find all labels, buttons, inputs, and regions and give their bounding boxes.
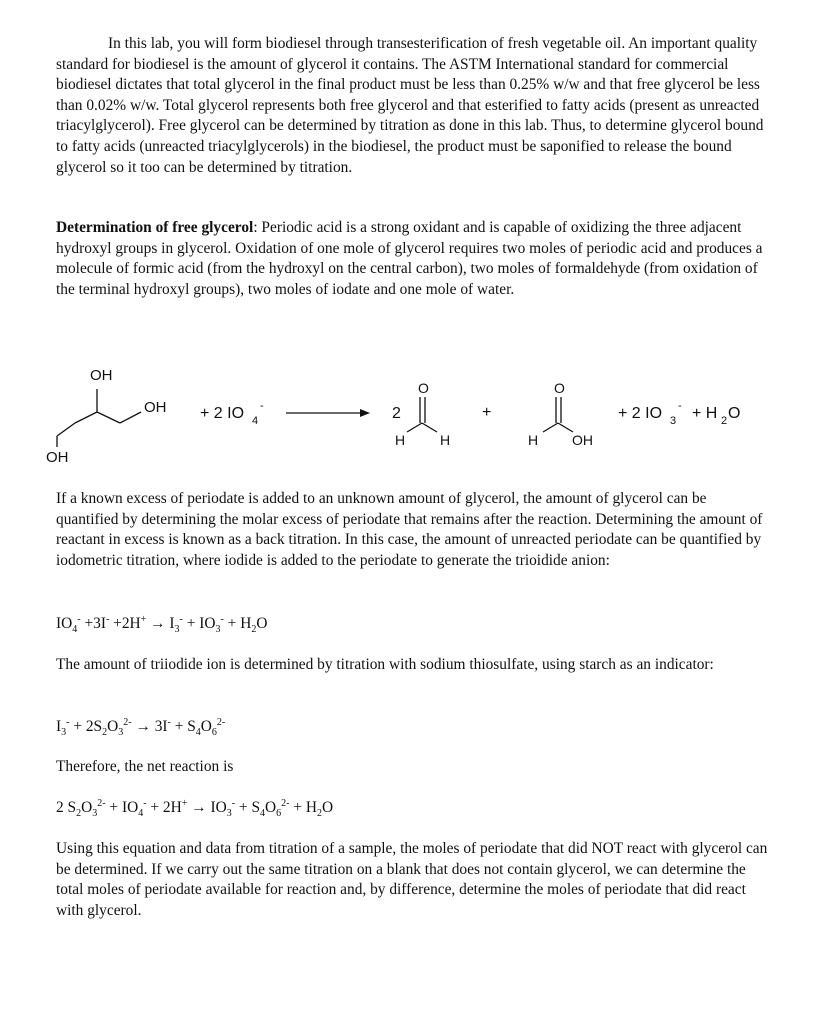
glycerol-oh-bottom: OH [46,449,69,466]
formic-acid-h: H [528,432,539,448]
periodate-charge: - [260,400,264,412]
formic-acid-o: O [554,380,565,396]
iodometric-equation: $IO_4^- +3I^- +2H^+ \to I_3^- + IO_3^- + H_2O$ [56,613,268,636]
glycerol-structure [57,389,141,447]
glycerol-oxidation-scheme [40,355,780,475]
water-product: + H [692,405,718,422]
iodate-product: + 2 IO [618,405,663,422]
free-glycerol-text: : Periodic acid is a strong oxidant and is capable of oxidizing the three adjacent hydroxyl groups in glycerol. Oxidation of one mole of glycerol requires two moles of periodic acid and produces a molecule of formic acid (from the hydroxyl on the central carbon), two moles of formaldehyde (from oxidation of the terminal hydroxyl groups), two moles of iodate and one mole of water. [56,219,763,298]
water-subscript: 2 [721,415,728,427]
formic-acid-bonds [543,397,573,432]
formaldehyde-bonds [407,397,437,432]
glycerol-oh-top: OH [90,367,113,384]
formaldehyde-o: O [418,380,429,396]
back-titration-paragraph: If a known excess of periodate is added to an unknown amount of glycerol, the amount of glycerol can be quantified by determining the molar excess of periodate that remains after the reaction. Determining the amount of reactant in excess is known as a back titration. In this case, the amount of unreacted periodate can be quantified by iodometric titration, where iodide is added to the periodate to generate the trioidide anion: [56,490,763,569]
closing-paragraph: Using this equation and data from titration of a sample, the moles of periodate that did NOT react with glycerol can be determined. If we carry out the same titration on a blank that does not contain glycerol, we can determine the total moles of periodate available for reaction and, by difference, determine the moles of periodate that did react with glycerol. [56,840,768,919]
reaction-arrowhead [360,409,370,417]
formaldehyde-h-left: H [395,432,406,448]
water-o: O [728,405,741,422]
free-glycerol-paragraph [56,218,768,300]
thiosulfate-equation: $I_3^- + 2S_2O_3^{2-} \to 3I^- + S_4O_6^{2-}$ [56,716,226,739]
formic-acid-oh: OH [572,432,593,448]
net-reaction-equation: 2 $S_2O_3^{2-} + IO_4^- + 2H^+ \to IO_3^- + S_4O_6^{2-} + H_2O$ [56,797,334,820]
periodate-reagent: + 2 IO [200,405,245,422]
net-reaction-label: Therefore, the net reaction is [56,758,234,775]
formaldehyde-coefficient: 2 [392,405,401,422]
thiosulfate-paragraph: The amount of triiodide ion is determined by titration with sodium thiosulfate, using starch as an indicator: [56,656,714,673]
periodate-subscript: 4 [252,415,259,427]
iodate-subscript: 3 [670,415,677,427]
plus-sign: + [482,404,492,421]
glycerol-oh-right: OH [144,399,167,416]
free-glycerol-heading: Determination of free glycerol [56,219,254,236]
intro-paragraph: In this lab, you will form biodiesel through transesterification of fresh vegetable oil. An important quality standard for biodiesel is the amount of glycerol it contains. The ASTM International standard for commercial biodiesel dictates that total glycerol in the final product must be less than 0.25% w/w and that free glycerol be less than 0.02% w/w. Total glycerol represents both free glycerol and that esterified to fatty acids (present as unreacted triacylglycerol). Free glycerol can be determined by titration as done in this lab. Thus, to determine glycerol bound to fatty acids (unreacted triacylglycerols) in the biodiesel, the product must be saponified to release the bound glycerol so it too can be determined by titration. [56,35,764,176]
iodate-charge: - [678,400,682,412]
formaldehyde-h-right: H [440,432,451,448]
